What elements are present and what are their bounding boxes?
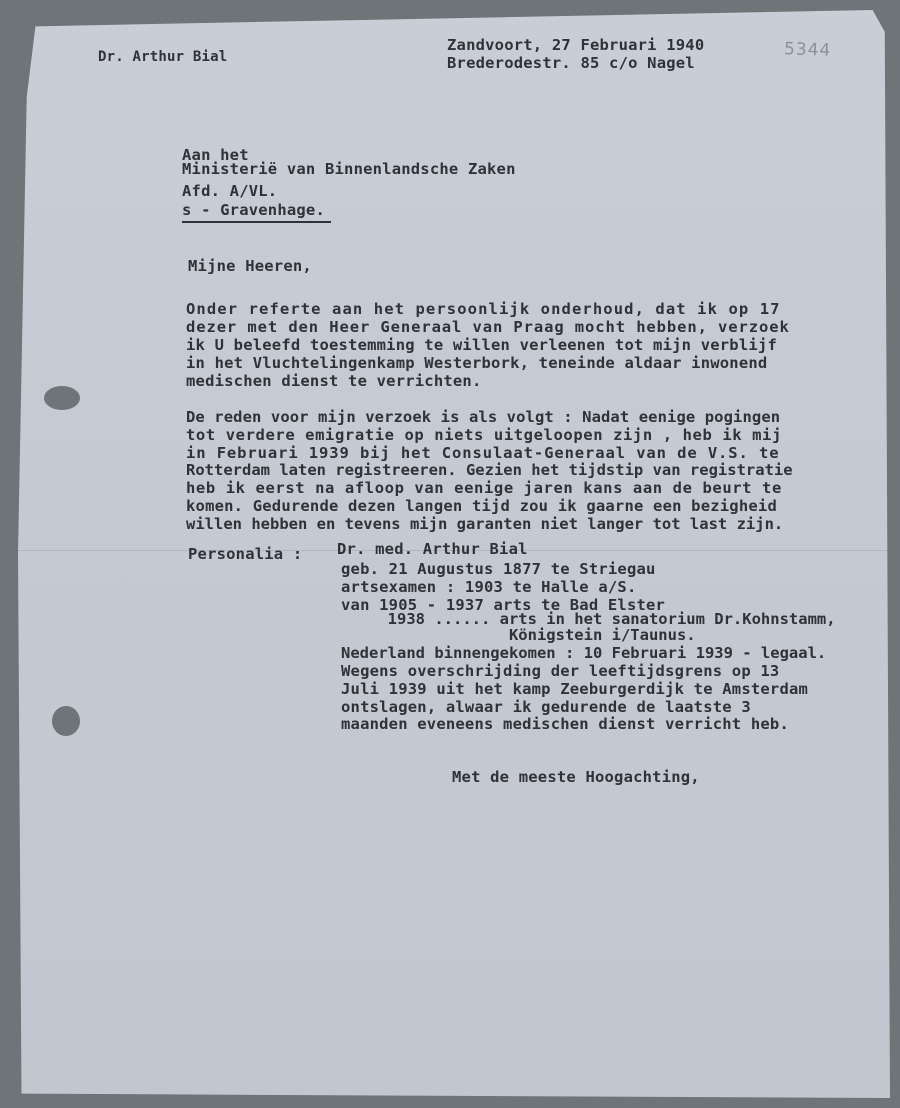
recipient-city: s - Gravenhage. — [182, 203, 331, 223]
paragraph-line: Rotterdam laten registreeren. Gezien het tijdstip van registratie — [186, 461, 793, 479]
personalia-line: 1938 ...... arts in het sanatorium Dr.Kohnstamm, — [341, 610, 836, 628]
personalia-line: Nederland binnengekomen : 10 Februari 1939 - legaal. — [341, 644, 827, 662]
personalia-line: Juli 1939 uit het kamp Zeeburgerdijk te Amsterdam — [341, 680, 809, 698]
punch-hole-top — [44, 386, 80, 410]
paragraph-line: Onder referte aan het persoonlijk onderhoud, dat ik op 17 — [186, 300, 781, 318]
sender-address: Brederodestr. 85 c/o Nagel — [447, 54, 695, 72]
personalia-line: Königstein i/Taunus. — [341, 626, 696, 644]
paragraph-line: komen. Gedurende dezen langen tijd zou ik gaarne een bezigheid — [186, 497, 777, 515]
personalia-line: ontslagen, alwaar ik gedurende de laatste 3 — [341, 698, 751, 716]
paragraph-line: De reden voor mijn verzoek is als volgt : Nadat eenige pogingen — [186, 408, 781, 426]
closing: Met de meeste Hoogachting, — [452, 768, 700, 786]
paragraph-line: willen hebben en tevens mijn garanten niet langer tot last zijn. — [186, 515, 784, 533]
paragraph-line: dezer met den Heer Generaal van Praag mocht hebben, verzoek — [186, 318, 790, 336]
personalia-line: artsexamen : 1903 te Halle a/S. — [341, 578, 637, 596]
paragraph-line: medischen dienst te verrichten. — [186, 372, 482, 390]
personalia-line: van 1905 - 1937 arts te Bad Elster — [341, 596, 666, 614]
place-date: Zandvoort, 27 Februari 1940 — [447, 36, 705, 54]
sender-name: Dr. Arthur Bial — [98, 49, 228, 65]
paragraph-line: in het Vluchtelingenkamp Westerbork, teneinde aldaar inwonend — [186, 354, 768, 372]
personalia-line: geb. 21 Augustus 1877 te Striegau — [341, 560, 656, 578]
personalia-label: Personalia : — [188, 545, 303, 563]
personalia-line: maanden eveneens medischen dienst verricht heb. — [341, 715, 789, 733]
salutation: Mijne Heeren, — [188, 257, 312, 275]
paragraph-line: tot verdere emigratie op niets uitgeloopen zijn , heb ik mij — [186, 426, 782, 444]
paragraph-line: ik U beleefd toestemming te willen verleenen tot mijn verblijf — [186, 336, 777, 354]
recipient-line: Aan het — [182, 146, 249, 164]
punch-hole-bottom — [52, 706, 80, 736]
recipient-line: Afd. A/VL. — [182, 182, 278, 200]
personalia-line: Dr. med. Arthur Bial — [337, 540, 528, 558]
archive-number: 5344 — [783, 39, 832, 61]
paragraph-line: in Februari 1939 bij het Consulaat-Generaal van de V.S. te — [186, 444, 780, 462]
recipient-line: Ministeriё van Binnenlandsche Zaken — [182, 160, 516, 178]
paragraph-line: heb ik eerst na afloop van eenige jaren kans aan de beurt te — [186, 479, 782, 497]
personalia-line: Wegens overschrijding der leeftijdsgrens op 13 — [341, 662, 780, 680]
